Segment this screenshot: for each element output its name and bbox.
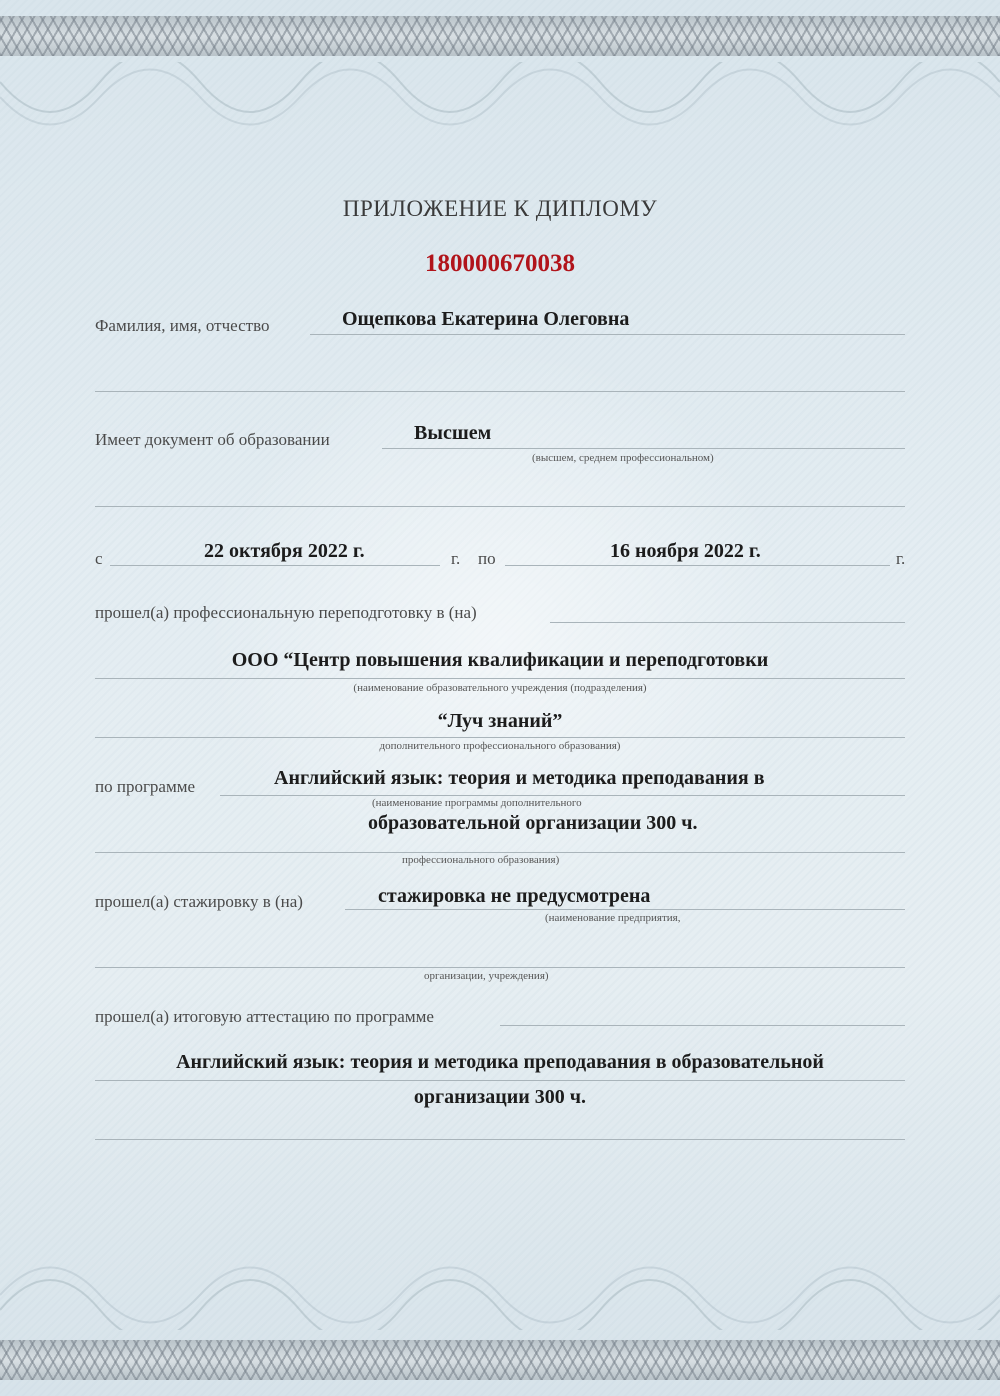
period-from-prefix: с (95, 549, 103, 568)
internship-underline (345, 909, 905, 910)
attestation-label: прошел(а) итоговую аттестацию по программе (95, 1007, 434, 1026)
internship-underline-2 (95, 967, 905, 968)
attestation-line1: Английский язык: теория и методика преподавания в образовательной (176, 1051, 824, 1073)
attestation-underline-1 (95, 1080, 905, 1081)
education-hint: (высшем, среднем профессиональном) (532, 452, 714, 464)
internship-value: стажировка не предусмотрена (378, 885, 651, 907)
period-to-prefix: по (478, 549, 496, 568)
period-year-suffix-2: г. (896, 549, 906, 568)
period-from-underline (110, 565, 440, 566)
period-year-suffix-1: г. (451, 549, 461, 568)
attestation-underline-2 (95, 1139, 905, 1140)
document-title: ПРИЛОЖЕНИЕ К ДИПЛОМУ (342, 196, 658, 221)
period-to-underline (505, 565, 890, 566)
program-hint2: профессионального образования) (402, 854, 560, 866)
program-line1: Английский язык: теория и методика преподавания в (274, 767, 765, 789)
period-to-value: 16 ноября 2022 г. (610, 540, 761, 562)
top-ornamental-border (0, 16, 1000, 56)
retraining-org-underline-1 (95, 678, 905, 679)
retraining-org-underline-2 (95, 737, 905, 738)
program-hint1: (наименование программы дополнительного (372, 797, 582, 809)
retraining-org-line2: “Луч знаний” (437, 710, 563, 732)
bottom-guilloche-ornament (0, 1240, 1000, 1330)
fio-value: Ощепкова Екатерина Олеговна (342, 308, 630, 330)
fio-underline-2 (95, 391, 905, 392)
program-label: по программе (95, 777, 196, 796)
education-underline (382, 448, 905, 449)
fio-underline (310, 334, 905, 335)
program-line2: образовательной организации 300 ч. (368, 812, 698, 834)
period-from-value: 22 октября 2022 г. (204, 540, 365, 562)
retraining-org-line1: ООО “Центр повышения квалификации и переподготовки (231, 649, 769, 671)
internship-hint1: (наименование предприятия, (545, 912, 681, 924)
program-underline-2 (95, 852, 905, 853)
attestation-line2: организации 300 ч. (413, 1086, 587, 1108)
education-underline-2 (95, 506, 905, 507)
retraining-hint2: дополнительного профессионального образования) (379, 740, 621, 752)
education-label: Имеет документ об образовании (95, 430, 330, 449)
attestation-underline (500, 1025, 905, 1026)
retraining-label: прошел(а) профессиональную переподготовку в (на) (95, 603, 477, 622)
internship-label: прошел(а) стажировку в (на) (95, 892, 303, 911)
retraining-underline (550, 622, 905, 623)
retraining-hint1: (наименование образовательного учреждения (подразделения) (353, 682, 647, 694)
internship-hint2: организации, учреждения) (424, 970, 549, 982)
fio-label: Фамилия, имя, отчество (95, 316, 270, 335)
top-guilloche-ornament (0, 62, 1000, 152)
education-value: Высшем (414, 422, 492, 444)
program-underline-1 (220, 795, 905, 796)
document-number: 180000670038 (425, 250, 575, 277)
bottom-ornamental-border (0, 1340, 1000, 1380)
